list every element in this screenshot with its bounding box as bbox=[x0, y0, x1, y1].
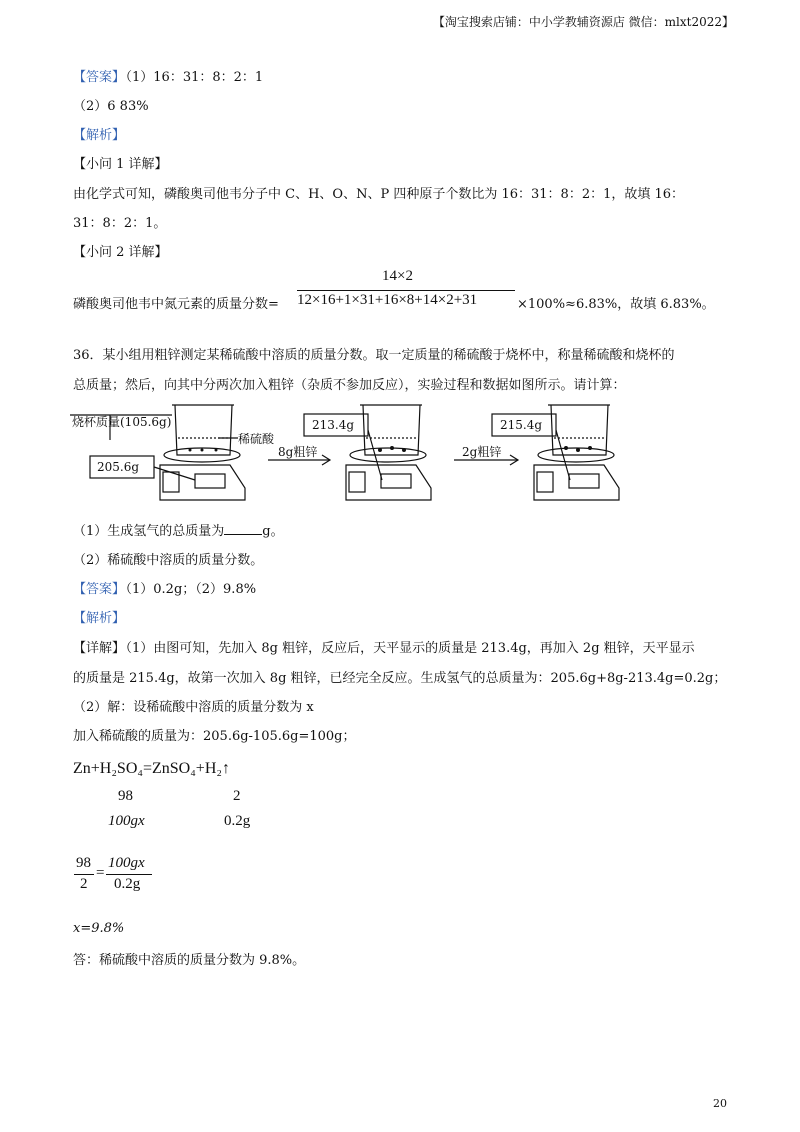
acid-label: 稀硫酸 bbox=[238, 432, 275, 446]
proportion-left-bar bbox=[74, 874, 94, 875]
balance-2-body bbox=[346, 465, 431, 500]
question-36-line-2: 总质量；然后，向其中分两次加入粗锌（杂质不参加反应），实验过程和数据如图所示。请计算： bbox=[73, 378, 626, 393]
sub-question-2-tag: 【小问 2 详解】 bbox=[73, 245, 168, 260]
balance-2-display bbox=[381, 474, 411, 488]
reading-1: 205.6g bbox=[97, 460, 140, 474]
formula-denominator: 12×16+1×31+16×8+14×2+31 bbox=[297, 292, 478, 308]
page-header: 【淘宝搜索店铺：中小学教辅资源店 微信：mlxt2022】 bbox=[432, 15, 734, 29]
answer-36: （1）0.2g；（2）9.8% bbox=[119, 582, 257, 597]
beaker-mass-label: 烧杯质量(105.6g) bbox=[72, 415, 172, 429]
reading-3: 215.4g bbox=[500, 418, 543, 432]
detail-line-3: （2）解：设稀硫酸中溶质的质量分数为 x bbox=[73, 700, 314, 715]
detail-tag: 【详解】 bbox=[73, 641, 126, 656]
molar-mass-2: 2 bbox=[233, 788, 241, 804]
sub-question-2: （2）稀硫酸中溶质的质量分数。 bbox=[73, 553, 264, 568]
result-line: x=9.8% bbox=[73, 921, 125, 936]
detail-line-4: 加入稀硫酸的质量为：205.6g-105.6g=100g； bbox=[73, 729, 356, 744]
answer-blank bbox=[224, 522, 262, 535]
arrow-2-label: 2g粗锌 bbox=[462, 445, 502, 459]
final-answer: 答：稀硫酸中溶质的质量分数为 9.8%。 bbox=[73, 953, 306, 968]
proportion-right-bar bbox=[106, 874, 152, 875]
balance-3-body bbox=[534, 465, 619, 500]
sub-question-1-tag: 【小问 1 详解】 bbox=[73, 157, 168, 172]
molar-mass-98: 98 bbox=[118, 788, 133, 804]
sub-question-1-line-2: 31：8：2：1。 bbox=[73, 216, 167, 231]
arrow-1-label: 8g粗锌 bbox=[278, 445, 318, 459]
sub-question-1-line-1: 由化学式可知，磷酸奥司他韦分子中 C、H、O、N、P 四种原子个数比为 16：31：8：2：1，故填 16： bbox=[73, 187, 685, 202]
proportion-left-denominator: 2 bbox=[80, 876, 88, 892]
proportion-right-denominator: 0.2g bbox=[114, 876, 141, 892]
answer-tag: 【答案】 bbox=[73, 70, 126, 85]
formula-suffix: ×100%≈6.83%，故填 6.83%。 bbox=[517, 297, 715, 312]
answer-line-1: （1）16：31：8：2：1 bbox=[119, 70, 264, 85]
proportion-left-numerator: 98 bbox=[76, 855, 91, 871]
balance-1-body bbox=[160, 465, 245, 500]
balance-1-display bbox=[195, 474, 225, 488]
formula-fraction-bar bbox=[297, 290, 515, 291]
mass-100gx: 100gx bbox=[108, 813, 145, 829]
analysis-tag-36: 【解析】 bbox=[73, 611, 126, 626]
answer-line-2: （2）6 83% bbox=[73, 99, 149, 114]
sub-question-1: （1）生成氢气的总质量为 g。 bbox=[73, 524, 284, 539]
balance-3-display bbox=[569, 474, 599, 488]
detail-line-2: 的质量是 215.4g，故第一次加入 8g 粗锌，已经完全反应。生成氢气的总质量为：205.6g+8g-213.4g=0.2g； bbox=[73, 671, 727, 686]
detail-line-1: （1）由图可知，先加入 8g 粗锌，反应后，天平显示的质量是 213.4g，再加入 2g 粗锌，天平显示 bbox=[119, 641, 695, 656]
mass-02g: 0.2g bbox=[224, 813, 251, 829]
formula-prefix: 磷酸奥司他韦中氮元素的质量分数= bbox=[73, 297, 279, 312]
answer-tag-36: 【答案】 bbox=[73, 582, 126, 597]
balance-1-knob bbox=[163, 472, 179, 492]
formula-numerator: 14×2 bbox=[382, 268, 413, 284]
reading-2: 213.4g bbox=[312, 418, 355, 432]
page-number: 20 bbox=[713, 1097, 727, 1110]
chemical-equation: Zn+H₂SO₄=ZnSO₄+H₂↑ bbox=[73, 760, 230, 777]
analysis-tag: 【解析】 bbox=[73, 128, 126, 143]
proportion-equals: = bbox=[96, 865, 105, 881]
question-36-line-1: 36．某小组用粗锌测定某稀硫酸中溶质的质量分数。取一定质量的稀硫酸于烧杯中，称量稀硫酸和烧杯的 bbox=[73, 348, 675, 363]
proportion-right-numerator: 100gx bbox=[108, 855, 145, 871]
